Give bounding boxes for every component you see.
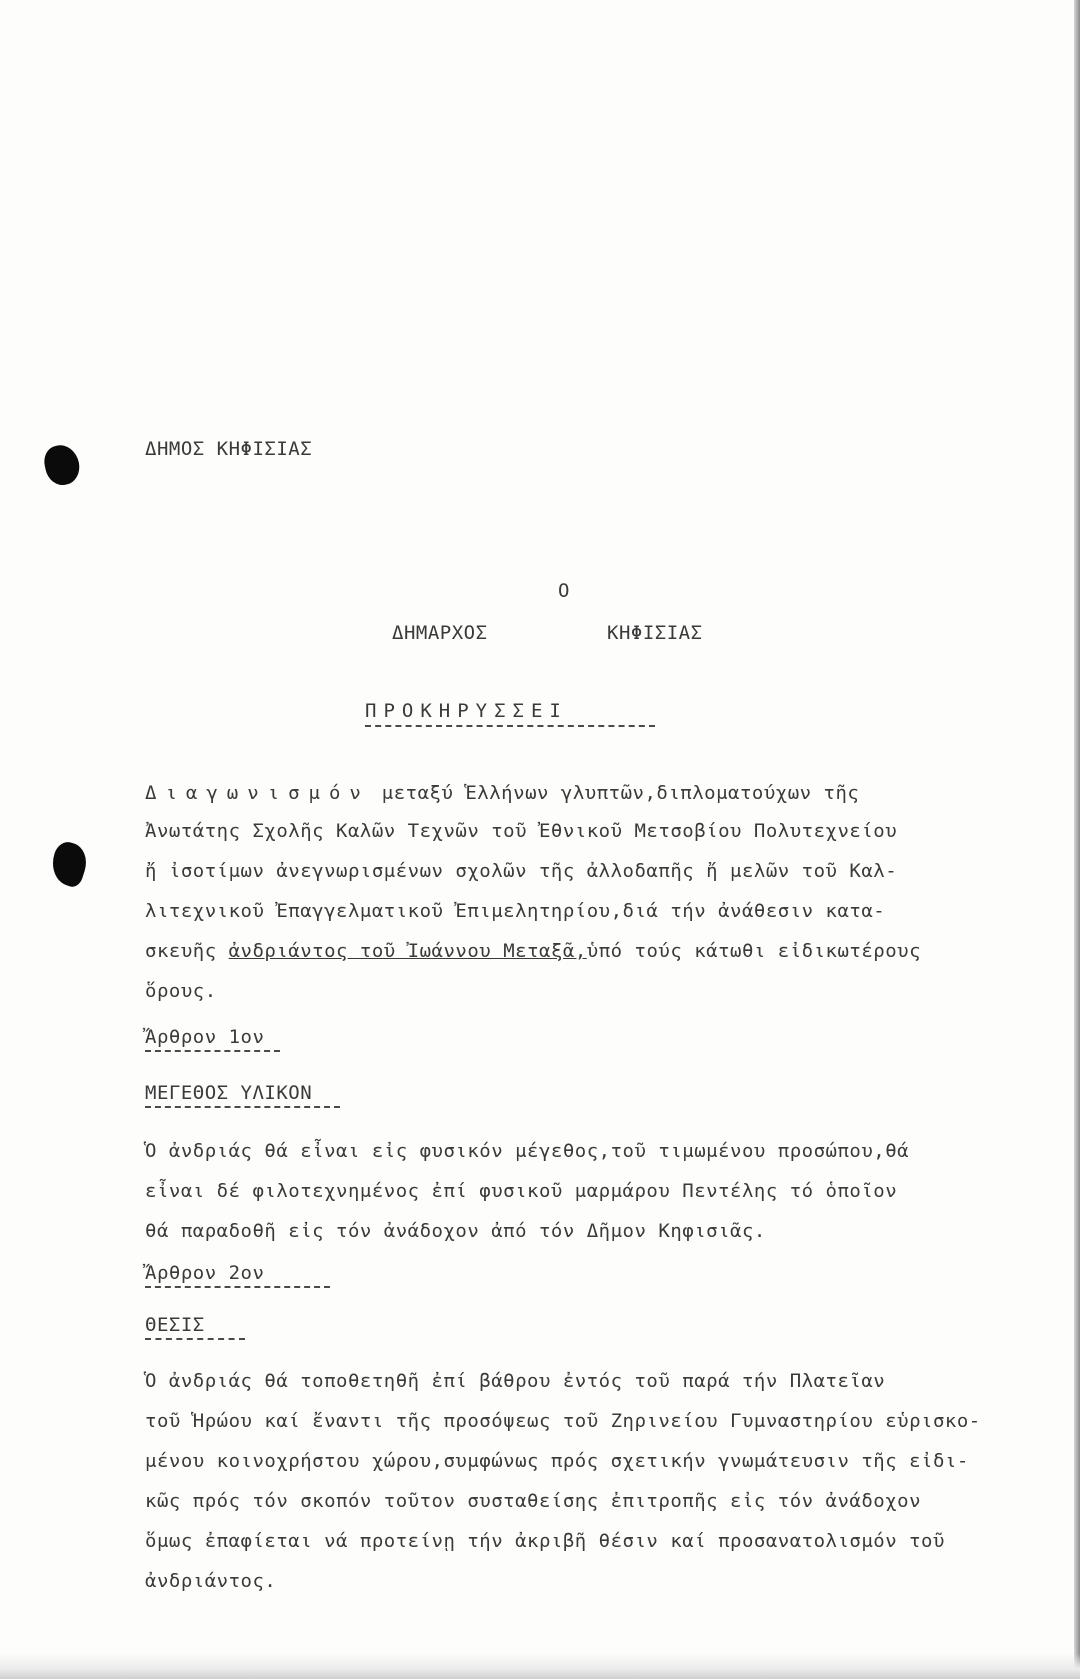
intro-line-5-start: σκευῆς (145, 940, 217, 962)
article-2-line-2: τοῦ Ἡρώου καί ἔναντι τῆς προσόψεως τοῦ Ζηρινείου Γυμναστηρίου εὑρισκο- (145, 1410, 981, 1432)
statue-subject: ἀνδριάντος τοῦ Ἰωάννου Μεταξᾶ, (228, 940, 587, 962)
intro-line-3: ἤ ἰσοτίμων ἀνεγνωρισμένων σχολῶν τῆς ἀλλοδαπῆς ἤ μελῶν τοῦ Καλ- (145, 860, 898, 882)
article-2-subheading: ΘΕΣΙΣ (145, 1314, 205, 1336)
punch-hole (41, 442, 83, 488)
article-1-underline (145, 1050, 280, 1052)
proclamation-title: ΠΡΟΚΗΡΥΣΣΕΙ (365, 700, 568, 722)
intro-line-5 (145, 940, 921, 962)
intro-line-1 (145, 782, 859, 804)
scan-edge-shadow (1074, 0, 1080, 1679)
article-1-line-3: θά παραδοθῆ εἰς τόν ἀνάδοχον ἀπό τόν Δῆμον Κηφισιᾶς. (145, 1220, 766, 1242)
article-1-sub-underline (145, 1106, 340, 1108)
mayor-municipality: ΚΗΦΙΣΙΑΣ (607, 622, 703, 644)
intro-line-2: Ἀνωτάτης Σχολῆς Καλῶν Τεχνῶν τοῦ Ἐθνικοῦ Μετσοβίου Πολυτεχνείου (145, 820, 898, 842)
article-2-line-1: Ὁ ἀνδριάς θά τοποθετηθῆ ἐπί βάθρου ἐντός τοῦ παρά τήν Πλατεῖαν (145, 1370, 886, 1392)
mayor-title: ΔΗΜΑΡΧΟΣ (392, 622, 488, 644)
article-1-subheading: ΜΕΓΕΘΟΣ ΥΛΙΚΟΝ (145, 1082, 313, 1104)
intro-line-5-end: ὑπό τούς κάτωθι εἰδικωτέρους (586, 940, 922, 962)
article-2-line-3: μένου κοινοχρήστου χώρου,συμφώνως πρός σχετικήν γνωμάτευσιν τῆς εἰδι- (145, 1450, 969, 1472)
article-2-heading: Ἄρθρον 2ον (145, 1262, 265, 1284)
article-2-line-5: ὅμως ἐπαφίεται νά προτείνῃ τήν ἀκριβῆ θέσιν καί προσανατολισμόν τοῦ (145, 1530, 945, 1552)
punch-hole (46, 839, 91, 889)
article-2-sub-underline (145, 1338, 245, 1340)
article-2-line-4: κῶς πρός τόν σκοπόν τοῦτον συσταθείσης ἐπιτροπῆς εἰς τόν ἀνάδοχον (145, 1490, 922, 1512)
article-2-line-6: ἀνδριάντος. (145, 1570, 277, 1592)
intro-line-4: λιτεχνικοῦ Ἐπαγγελματικοῦ Ἐπιμελητηρίου,διά τήν ἀνάθεσιν κατα- (145, 900, 886, 922)
municipality-heading: ΔΗΜΟΣ ΚΗΦΙΣΙΑΣ (145, 438, 313, 460)
intro-line-1-rest: μεταξύ Ἑλλήνων γλυπτῶν,διπλοματούχων τῆς (381, 782, 860, 804)
title-underline (365, 725, 655, 727)
scan-bottom-shadow (0, 1653, 1080, 1679)
article-1-heading: Ἄρθρον 1ον (145, 1026, 265, 1048)
article-1-line-2: εἶναι δέ φιλοτεχνημένος ἐπί φυσικοῦ μαρμάρου Πεντέλης τό ὁποῖον (145, 1180, 898, 1202)
competition-word: Διαγωνισμόν (145, 782, 370, 804)
intro-line-6: ὅρους. (145, 980, 217, 1002)
article-o: Ο (558, 580, 570, 602)
article-2-underline (145, 1286, 330, 1288)
article-1-line-1: Ὁ ἀνδριάς θά εἶναι εἰς φυσικόν μέγεθος,τοῦ τιμωμένου προσώπου,θά (145, 1140, 910, 1162)
